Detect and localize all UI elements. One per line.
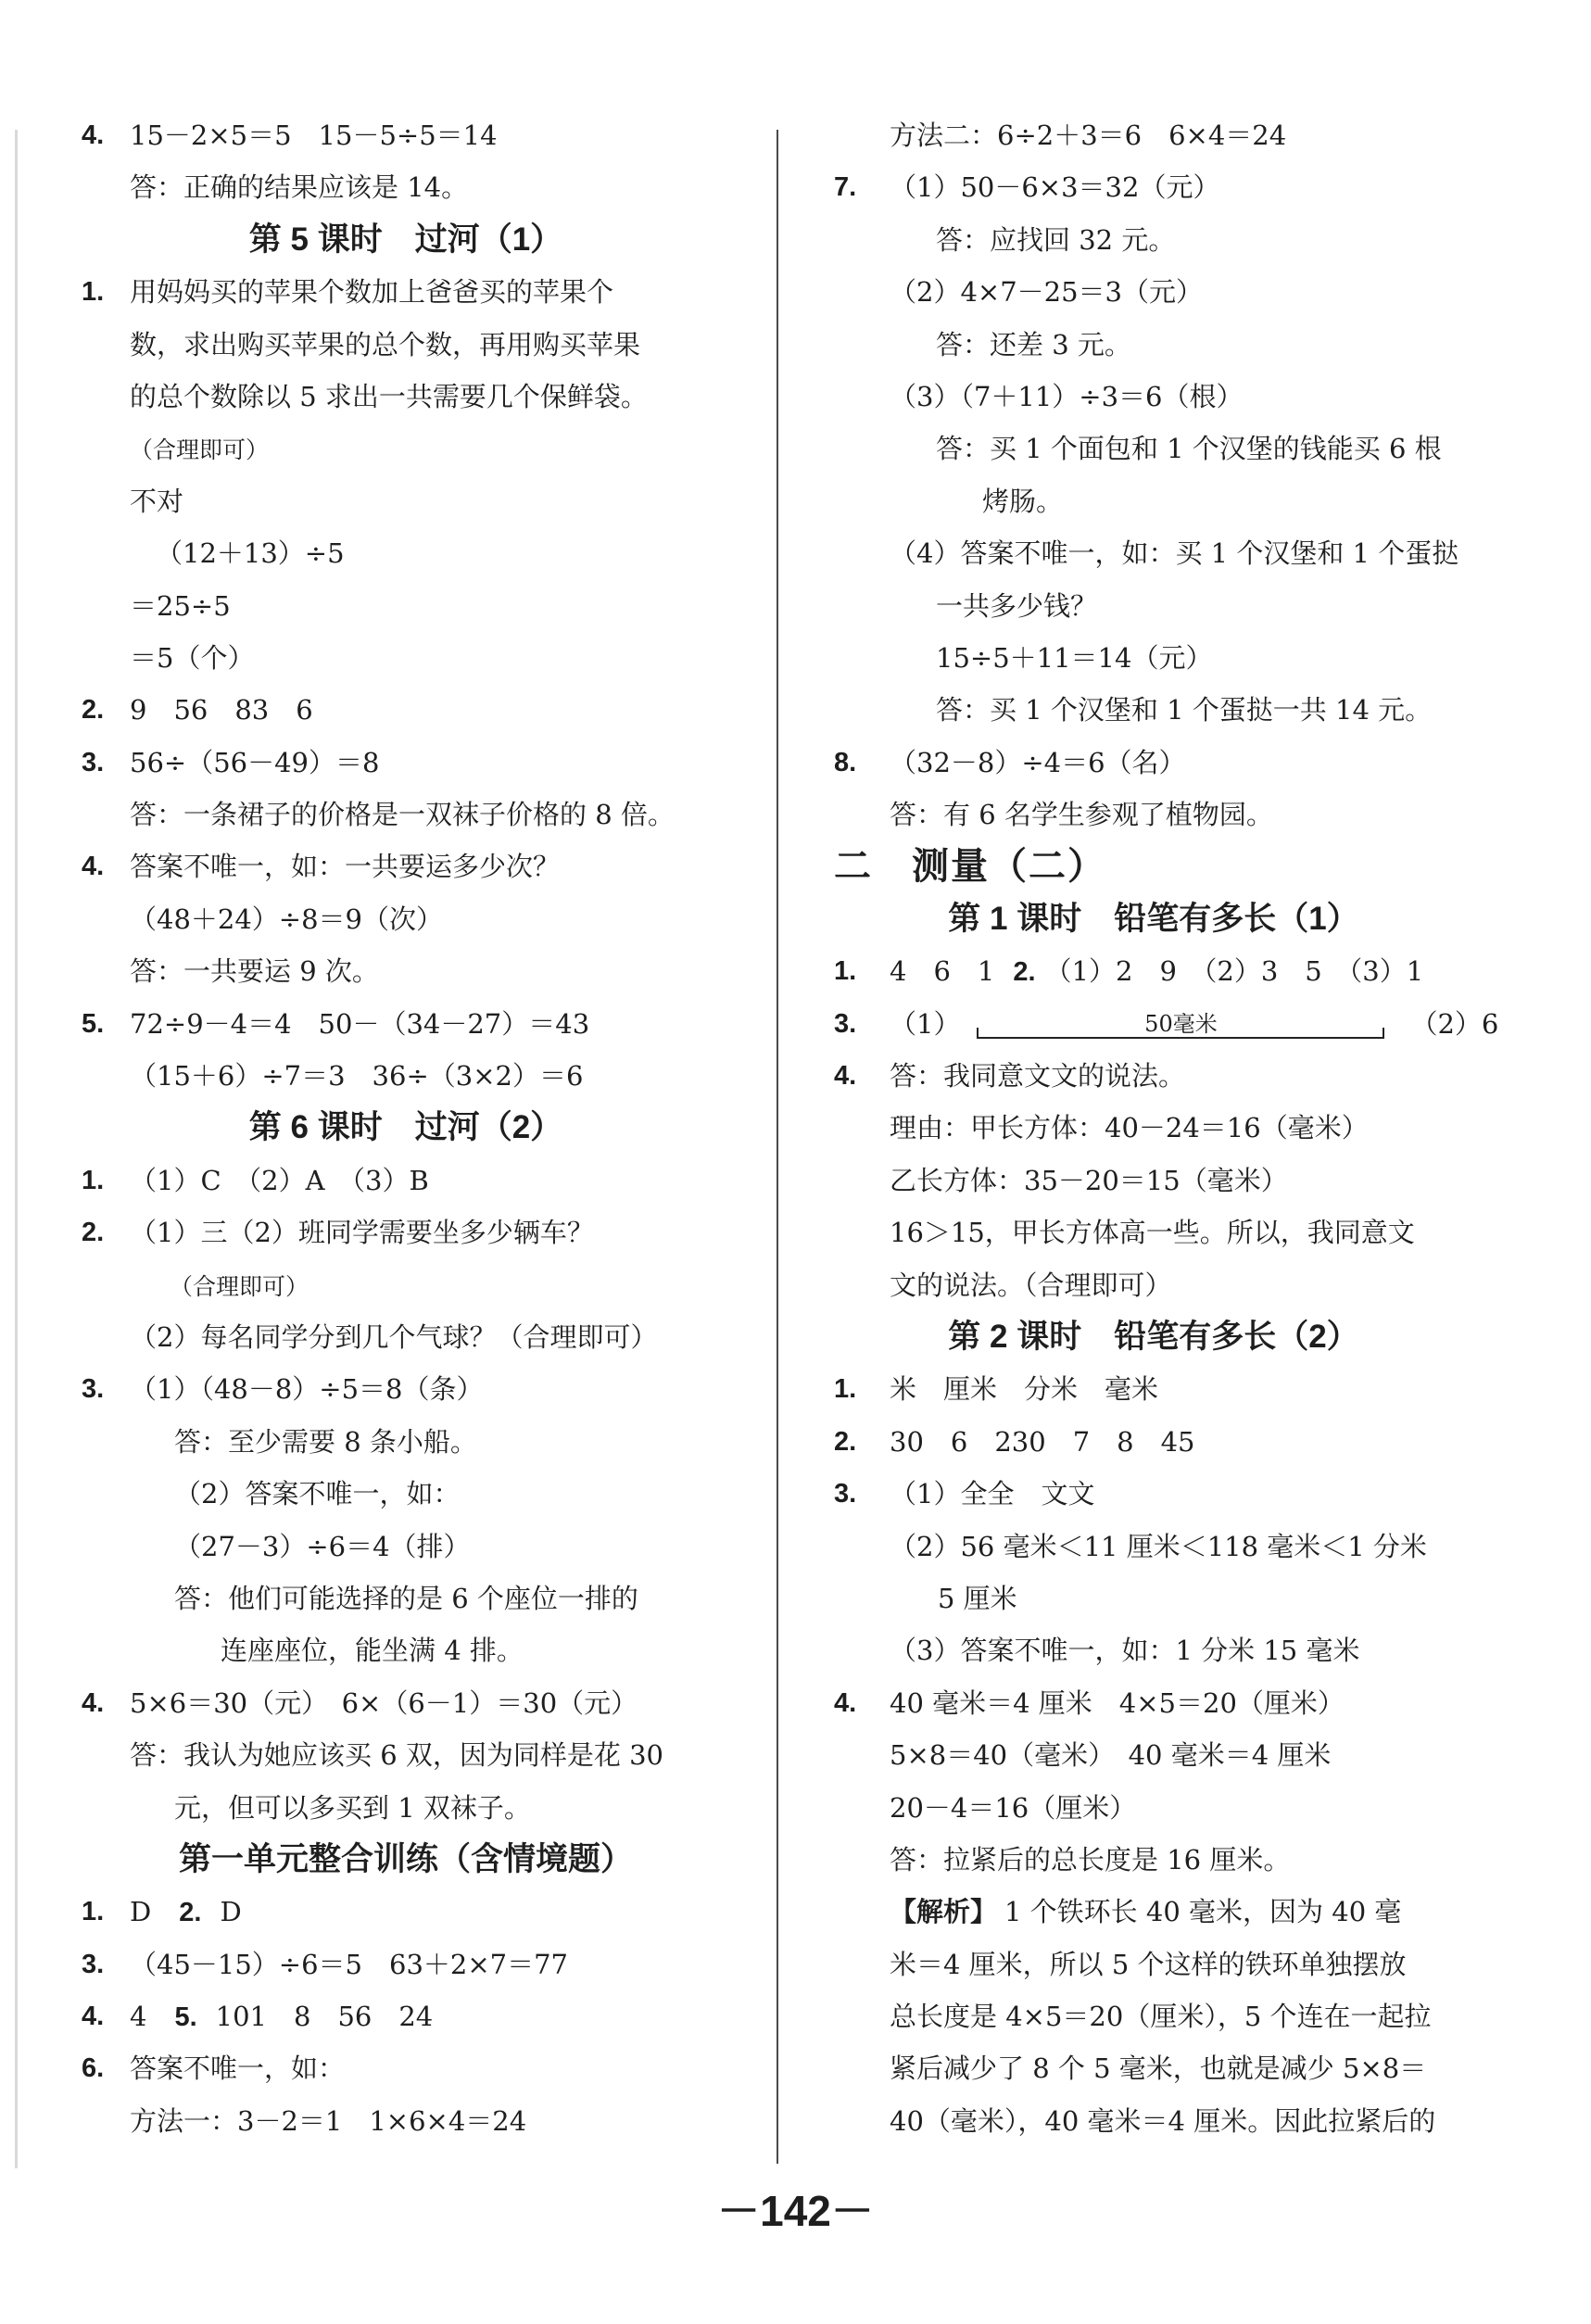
answer-line — [82, 632, 730, 684]
answer-line — [834, 1782, 1473, 1834]
answer-line — [82, 945, 730, 997]
answer-line — [834, 527, 1473, 579]
answer-line — [82, 319, 730, 371]
item-number: 3. — [82, 1374, 105, 1405]
answer-text: 用妈妈买的苹果个数加上爸爸买的苹果个 — [130, 276, 614, 309]
answer-text: （48＋24）÷8＝9（次） — [130, 903, 444, 935]
answer-text: 40 毫米＝4 厘米 4×5＝20（厘米） — [890, 1686, 1345, 1719]
answer-line — [834, 1206, 1473, 1258]
item-number: 1. — [82, 1165, 105, 1195]
answer-text: 答案不唯一，如： — [130, 2052, 346, 2085]
answer-text: 15÷5＋11＝14（元） — [936, 641, 1213, 674]
answer-text: （2）6 — [1410, 1007, 1499, 1040]
item-number: 6. — [82, 2053, 105, 2084]
answer-line — [834, 423, 1473, 474]
segment-label: 50毫米 — [1144, 1010, 1218, 1037]
answer-line — [834, 266, 1473, 318]
answer-line — [82, 1468, 730, 1520]
column-divider — [777, 130, 778, 2164]
answer-text: 总长度是 4×5＝20（厘米），5 个连在一起拉 — [890, 2001, 1432, 2033]
answer-text: 米 厘米 分米 毫米 — [890, 1373, 1159, 1406]
answer-line — [82, 998, 730, 1050]
answer-text: 1 个铁环长 40 毫米，因为 40 毫 — [1004, 1896, 1402, 1928]
answer-line — [834, 319, 1473, 371]
answer-text: 5×8＝40（毫米） 40 毫米＝4 厘米 — [890, 1739, 1332, 1772]
answer-line — [82, 840, 730, 892]
answer-line — [82, 1990, 730, 2042]
answer-line — [82, 580, 730, 632]
answer-text: 101 8 56 24 — [215, 2001, 434, 2033]
answer-text: （32－8）÷4＝6（名） — [890, 746, 1186, 778]
answer-line — [82, 371, 730, 423]
item-number: 4. — [834, 1061, 857, 1092]
answer-line — [834, 789, 1473, 840]
answer-text: 72÷9－4＝4 50－（34－27）＝43 — [130, 1007, 590, 1040]
answer-text: （2）答案不唯一，如： — [174, 1478, 461, 1510]
answer-line — [82, 109, 730, 161]
item-number: 5. — [174, 2002, 197, 2033]
item-number: 4. — [82, 1687, 105, 1718]
answer-line — [834, 1102, 1473, 1154]
answer-line — [834, 737, 1473, 789]
analysis-line — [834, 1939, 1473, 1990]
answer-line — [82, 737, 730, 789]
right-column — [834, 109, 1499, 2147]
segment-tick — [1383, 1028, 1384, 1039]
answer-text: 15－2×5＝5 15－5÷5＝14 — [130, 120, 498, 151]
answer-text: 方法一：3－2＝1 1×6×4＝24 — [130, 2104, 527, 2137]
answer-text: （1）2 9 （2）3 5 （3）1 — [1044, 955, 1424, 988]
answer-text: 9 56 83 6 — [130, 694, 313, 726]
answer-line — [82, 1363, 730, 1415]
item-number: 1. — [834, 1374, 857, 1405]
item-number: 2. — [82, 695, 105, 726]
answer-text: 数，求出购买苹果的总个数，再用购买苹果 — [130, 328, 641, 360]
answer-line — [834, 161, 1473, 213]
answer-line — [834, 1834, 1473, 1886]
answer-text: 答：他们可能选择的是 6 个座位一排的 — [174, 1582, 638, 1614]
analysis-line — [834, 2042, 1473, 2094]
item-number: 2. — [82, 1218, 105, 1248]
section-heading: 第 5 课时 过河（1） — [248, 221, 563, 258]
item-number: 3. — [82, 747, 105, 777]
section-heading: 第 2 课时 铅笔有多长（2） — [948, 1318, 1359, 1355]
answer-text: 米＝4 厘米，所以 5 个这样的铁环单独摆放 — [890, 1948, 1407, 1980]
answer-text: （45－15）÷6＝5 63＋2×7＝77 — [130, 1948, 569, 1980]
answer-line — [834, 1050, 1473, 1102]
answer-text: （1）全全 文文 — [890, 1478, 1095, 1510]
answer-text: 答：我同意文文的说法。 — [890, 1060, 1186, 1093]
answer-text: 不对 — [130, 485, 184, 517]
item-number: 1. — [834, 956, 857, 987]
answer-text: （15＋6）÷7＝3 36÷（3×2）＝6 — [130, 1060, 584, 1093]
answer-line — [82, 1729, 730, 1781]
answer-line — [82, 2042, 730, 2094]
answer-line — [834, 1155, 1473, 1206]
answer-text: 5×6＝30（元） 6×（6－1）＝30（元） — [130, 1686, 638, 1719]
answer-text: 答：还差 3 元。 — [936, 328, 1131, 360]
answer-line — [82, 1886, 730, 1938]
answer-text: 4 — [130, 2001, 147, 2033]
item-number: 8. — [834, 747, 857, 777]
answer-text: 的总个数除以 5 求出一共需要几个保鲜袋。 — [130, 380, 648, 412]
answer-note: （合理即可） — [170, 1272, 309, 1300]
segment-tick — [977, 1028, 979, 1039]
answer-line — [82, 1521, 730, 1572]
answer-line — [834, 684, 1473, 736]
answer-text: （12＋13）÷5 — [156, 537, 345, 570]
item-number: 1. — [82, 1897, 105, 1927]
answer-text: ＝5（个） — [130, 641, 255, 674]
answer-text: 答：一条裙子的价格是一双袜子价格的 8 倍。 — [130, 799, 675, 831]
answer-text: D — [220, 1896, 242, 1928]
page-number: －142－ — [717, 2187, 874, 2235]
answer-line — [834, 632, 1473, 684]
answer-text: （2）每名同学分到几个气球？（合理即可） — [130, 1320, 658, 1353]
left-column — [82, 109, 730, 2147]
item-number: 4. — [82, 2002, 105, 2032]
answer-line — [82, 1311, 730, 1363]
answer-text: 烤肠。 — [982, 485, 1064, 517]
segment-line — [977, 1037, 1384, 1039]
answer-text: 一共多少钱？ — [936, 589, 1098, 622]
answer-line — [834, 1729, 1473, 1781]
answer-line — [834, 1259, 1473, 1311]
answer-text: （2）4×7－25＝3（元） — [890, 276, 1204, 309]
section-heading: 第 1 课时 铅笔有多长（1） — [948, 900, 1359, 937]
answer-text: 答：有 6 名学生参观了植物园。 — [890, 799, 1273, 831]
answer-line — [82, 684, 730, 736]
answer-text: 56÷（56－49）＝8 — [130, 746, 380, 778]
answer-text: 乙长方体：35－20＝15（毫米） — [890, 1164, 1288, 1196]
answer-line — [82, 1416, 730, 1468]
item-number: 2. — [1013, 957, 1036, 988]
answer-line — [834, 1416, 1473, 1468]
answer-text: 答：应找回 32 元。 — [936, 223, 1176, 256]
analysis-label: 【解析】 — [890, 1898, 998, 1928]
answer-text: 元，但可以多买到 1 双袜子。 — [174, 1791, 531, 1824]
answer-line — [834, 1363, 1473, 1415]
answer-text: D — [130, 1896, 152, 1928]
answer-text: 连座座位，能坐满 4 排。 — [221, 1635, 524, 1667]
answer-text: （1）C （2）A （3）B — [130, 1164, 429, 1196]
section-heading: 第一单元整合训练（含情境题） — [178, 1840, 633, 1877]
page-edge — [15, 130, 18, 2168]
analysis-line — [834, 2095, 1473, 2147]
answer-text: 紧后减少了 8 个 5 毫米，也就是减少 5×8＝ — [890, 2052, 1427, 2085]
answer-line — [82, 1206, 730, 1258]
answer-line — [834, 945, 1473, 997]
answer-line — [834, 1521, 1473, 1572]
item-number: 4. — [82, 120, 105, 150]
answer-line — [82, 1624, 730, 1676]
answer-text: 答：买 1 个汉堡和 1 个蛋挞一共 14 元。 — [936, 694, 1433, 726]
answer-line — [82, 475, 730, 527]
answer-line — [834, 109, 1473, 161]
answer-text: 答：拉紧后的总长度是 16 厘米。 — [890, 1843, 1291, 1876]
answer-line — [834, 998, 1499, 1050]
item-number: 2. — [179, 1898, 202, 1928]
answer-line — [82, 1572, 730, 1624]
answer-text: （3）答案不唯一，如：1 分米 15 毫米 — [890, 1635, 1360, 1667]
answer-text: 答案不唯一，如：一共要运多少次？ — [130, 851, 561, 883]
item-number: 2. — [834, 1426, 857, 1457]
answer-text: （27－3）÷6＝4（排） — [174, 1530, 471, 1562]
item-number: 7. — [834, 172, 857, 203]
answer-line — [82, 789, 730, 840]
item-number: 3. — [834, 1479, 857, 1509]
section-heading: 第 6 课时 过河（2） — [248, 1109, 563, 1146]
answer-text: 答：一共要运 9 次。 — [130, 955, 379, 988]
answer-line — [82, 527, 730, 579]
item-number: 1. — [82, 277, 105, 308]
item-number: 4. — [834, 1687, 857, 1718]
answer-line — [82, 266, 730, 318]
answer-line — [834, 1468, 1473, 1520]
answer-line — [834, 1572, 1473, 1624]
unit-heading: 二 测量（二） — [834, 846, 1106, 888]
answer-text: （1）三（2）班同学需要坐多少辆车？ — [130, 1217, 594, 1249]
answer-line — [82, 1259, 730, 1311]
analysis-line — [834, 1990, 1473, 2042]
answer-line — [82, 161, 730, 213]
answer-text: ＝25÷5 — [130, 589, 231, 622]
answer-text: 16＞15，甲长方体高一些。所以，我同意文 — [890, 1217, 1415, 1249]
answer-text: 4 6 1 — [890, 955, 995, 988]
answer-line — [834, 214, 1473, 266]
answer-text: 答：正确的结果应该是 14。 — [130, 171, 469, 204]
line-segment-drawing — [977, 1009, 1384, 1042]
answer-line — [834, 371, 1473, 423]
answer-text: 理由：甲长方体：40－24＝16（毫米） — [890, 1112, 1369, 1144]
answer-text: （4）答案不唯一，如：买 1 个汉堡和 1 个蛋挞 — [890, 537, 1459, 570]
answer-text: （1）（48－8）÷5＝8（条） — [130, 1373, 484, 1406]
answer-text: 20－4＝16（厘米） — [890, 1791, 1137, 1824]
item-number: 3. — [834, 1008, 857, 1039]
item-number: 4. — [82, 852, 105, 882]
answer-line — [82, 1782, 730, 1834]
answer-line — [82, 423, 730, 474]
analysis-line — [834, 1886, 1473, 1938]
answer-text: 答：至少需要 8 条小船。 — [174, 1425, 477, 1458]
item-number: 5. — [82, 1008, 105, 1039]
answer-line — [82, 2095, 730, 2147]
item-number: 3. — [82, 1949, 105, 1979]
answer-text: 5 厘米 — [938, 1582, 1017, 1614]
answer-text: （1） — [890, 1007, 961, 1040]
answer-text: （1）50－6×3＝32（元） — [890, 171, 1220, 204]
answer-text: 方法二：6÷2＋3＝6 6×4＝24 — [890, 120, 1287, 151]
answer-note: （合理即可） — [130, 436, 270, 464]
answer-line — [834, 580, 1473, 632]
answer-text: （3）（7＋11）÷3＝6（根） — [890, 380, 1244, 412]
answer-line — [82, 1155, 730, 1206]
answer-line — [82, 1050, 730, 1102]
answer-line — [82, 1939, 730, 1990]
answer-text: 文的说法。（合理即可） — [890, 1269, 1172, 1301]
answer-text: 40（毫米），40 毫米＝4 厘米。因此拉紧后的 — [890, 2104, 1436, 2137]
answer-line — [834, 1624, 1473, 1676]
answer-line — [834, 475, 1473, 527]
answer-text: 答：我认为她应该买 6 双，因为同样是花 30 — [130, 1739, 664, 1772]
answer-line — [82, 1677, 730, 1729]
answer-line — [834, 1677, 1473, 1729]
answer-text: （2）56 毫米＜11 厘米＜118 毫米＜1 分米 — [890, 1530, 1427, 1562]
answer-text: 答：买 1 个面包和 1 个汉堡的钱能买 6 根 — [936, 433, 1442, 465]
answer-text: 30 6 230 7 8 45 — [890, 1425, 1195, 1458]
answer-line — [82, 893, 730, 945]
